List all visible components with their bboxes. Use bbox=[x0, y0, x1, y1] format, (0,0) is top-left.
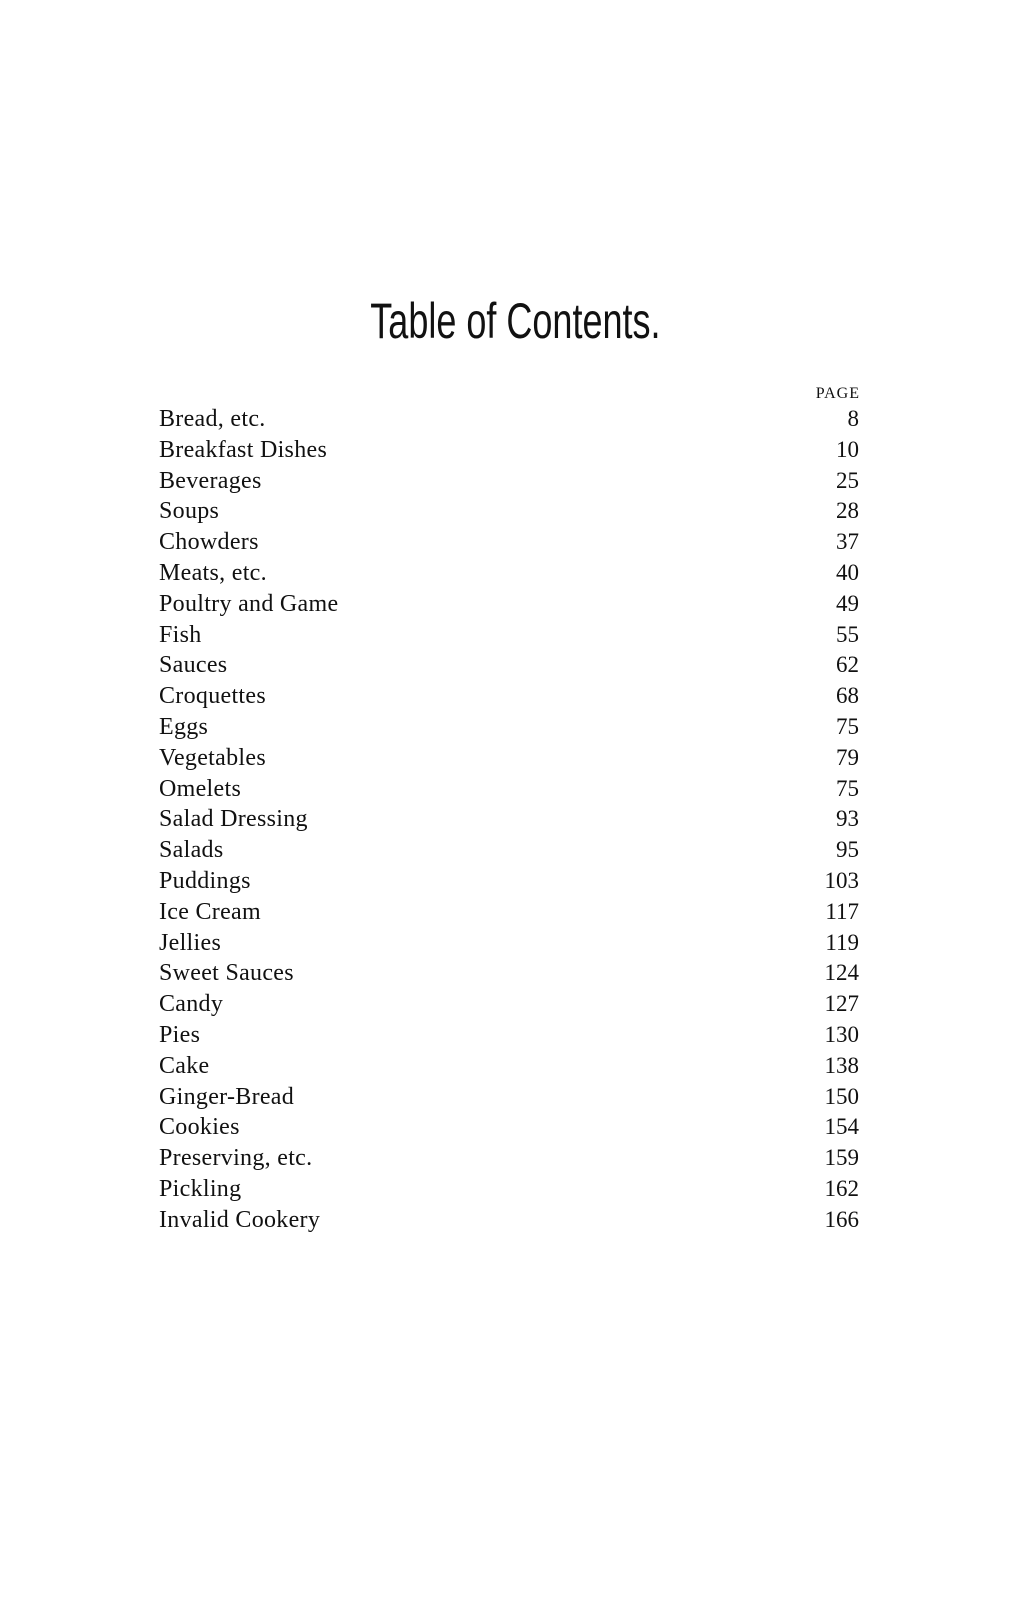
toc-entry-page-number: 62 bbox=[836, 652, 859, 678]
toc-entry-label: Salad Dressing bbox=[159, 806, 308, 833]
toc-list bbox=[159, 404, 859, 1236]
toc-entry-page-number: 150 bbox=[824, 1083, 859, 1109]
toc-entry-page-number: 95 bbox=[836, 837, 859, 863]
page-title: Table of Contents. bbox=[370, 293, 661, 349]
toc-entry bbox=[159, 1143, 859, 1174]
toc-entry-page-number: 40 bbox=[836, 559, 859, 585]
toc-entry-label: Poultry and Game bbox=[159, 590, 339, 617]
toc-entry-label: Omelets bbox=[159, 775, 242, 802]
toc-entry-label: Croquettes bbox=[159, 683, 266, 710]
toc-entry bbox=[159, 681, 859, 712]
toc-entry-label: Fish bbox=[159, 621, 202, 648]
toc-entry-page-number: 93 bbox=[836, 806, 859, 832]
toc-entry-label: Ginger-Bread bbox=[159, 1083, 295, 1110]
toc-entry bbox=[159, 1082, 859, 1113]
toc-entry-label: Candy bbox=[159, 991, 224, 1018]
toc-entry-page-number: 68 bbox=[836, 683, 859, 709]
toc-entry bbox=[159, 435, 859, 466]
toc-entry-page-number: 117 bbox=[825, 898, 859, 924]
toc-entry-page-number: 25 bbox=[836, 467, 859, 493]
toc-entry bbox=[159, 527, 859, 558]
toc-entry-page-number: 55 bbox=[836, 621, 859, 647]
toc-entry-page-number: 49 bbox=[836, 590, 859, 616]
toc-entry bbox=[159, 866, 859, 897]
toc-entry bbox=[159, 958, 859, 989]
toc-entry-label: Puddings bbox=[159, 867, 251, 894]
toc-entry-label: Pies bbox=[159, 1021, 201, 1048]
toc-entry bbox=[159, 989, 859, 1020]
page-column-header: PAGE bbox=[815, 385, 860, 402]
toc-entry bbox=[159, 404, 859, 435]
toc-entry-page-number: 10 bbox=[836, 436, 859, 462]
toc-entry bbox=[159, 897, 859, 928]
toc-entry-label: Sauces bbox=[159, 652, 228, 679]
toc-entry-label: Chowders bbox=[159, 529, 259, 556]
toc-entry-page-number: 75 bbox=[836, 775, 859, 801]
toc-entry-label: Cake bbox=[159, 1052, 210, 1079]
toc-entry-page-number: 130 bbox=[824, 1021, 859, 1047]
toc-entry-label: Vegetables bbox=[159, 744, 266, 771]
toc-entry bbox=[159, 1205, 859, 1236]
toc-entry bbox=[159, 835, 859, 866]
toc-entry-page-number: 154 bbox=[824, 1114, 859, 1140]
toc-entry bbox=[159, 1051, 859, 1082]
toc-entry-page-number: 8 bbox=[847, 406, 859, 431]
toc-entry-page-number: 79 bbox=[836, 744, 859, 770]
toc-entry-page-number: 75 bbox=[836, 713, 859, 739]
toc-entry bbox=[159, 589, 859, 620]
toc-entry-page-number: 162 bbox=[824, 1175, 859, 1201]
toc-entry-label: Jellies bbox=[159, 929, 222, 956]
toc-entry bbox=[159, 1020, 859, 1051]
toc-entry-label: Bread, etc. bbox=[159, 406, 266, 432]
toc-entry-label: Pickling bbox=[159, 1175, 242, 1202]
toc-entry bbox=[159, 928, 859, 959]
toc-entry-page-number: 119 bbox=[825, 929, 859, 955]
toc-entry-page-number: 37 bbox=[836, 529, 859, 555]
toc-entry bbox=[159, 743, 859, 774]
toc-entry-page-number: 159 bbox=[824, 1145, 859, 1171]
toc-entry bbox=[159, 712, 859, 743]
toc-entry bbox=[159, 620, 859, 651]
toc-entry bbox=[159, 496, 859, 527]
toc-entry-page-number: 28 bbox=[836, 498, 859, 524]
toc-entry-page-number: 124 bbox=[824, 960, 859, 986]
toc-entry-page-number: 138 bbox=[824, 1052, 859, 1078]
toc-entry bbox=[159, 774, 859, 805]
toc-entry-label: Invalid Cookery bbox=[159, 1206, 321, 1233]
toc-entry-label: Breakfast Dishes bbox=[159, 436, 328, 463]
toc-entry bbox=[159, 650, 859, 681]
toc-entry bbox=[159, 804, 859, 835]
toc-entry-label: Ice Cream bbox=[159, 898, 261, 925]
toc-entry bbox=[159, 466, 859, 497]
toc-entry-label: Eggs bbox=[159, 713, 209, 740]
toc-entry-page-number: 127 bbox=[824, 991, 859, 1017]
toc-entry-label: Salads bbox=[159, 837, 224, 864]
toc-entry-page-number: 166 bbox=[824, 1206, 859, 1232]
toc-entry-label: Sweet Sauces bbox=[159, 960, 294, 987]
toc-entry bbox=[159, 1112, 859, 1143]
toc-entry bbox=[159, 1174, 859, 1205]
toc-entry-label: Cookies bbox=[159, 1114, 240, 1141]
toc-entry bbox=[159, 558, 859, 589]
toc-entry-label: Preserving, etc. bbox=[159, 1145, 313, 1172]
toc-entry-label: Beverages bbox=[159, 467, 262, 494]
toc-entry-label: Meats, etc. bbox=[159, 559, 267, 586]
toc-entry-label: Soups bbox=[159, 498, 220, 525]
toc-entry-page-number: 103 bbox=[824, 867, 859, 893]
